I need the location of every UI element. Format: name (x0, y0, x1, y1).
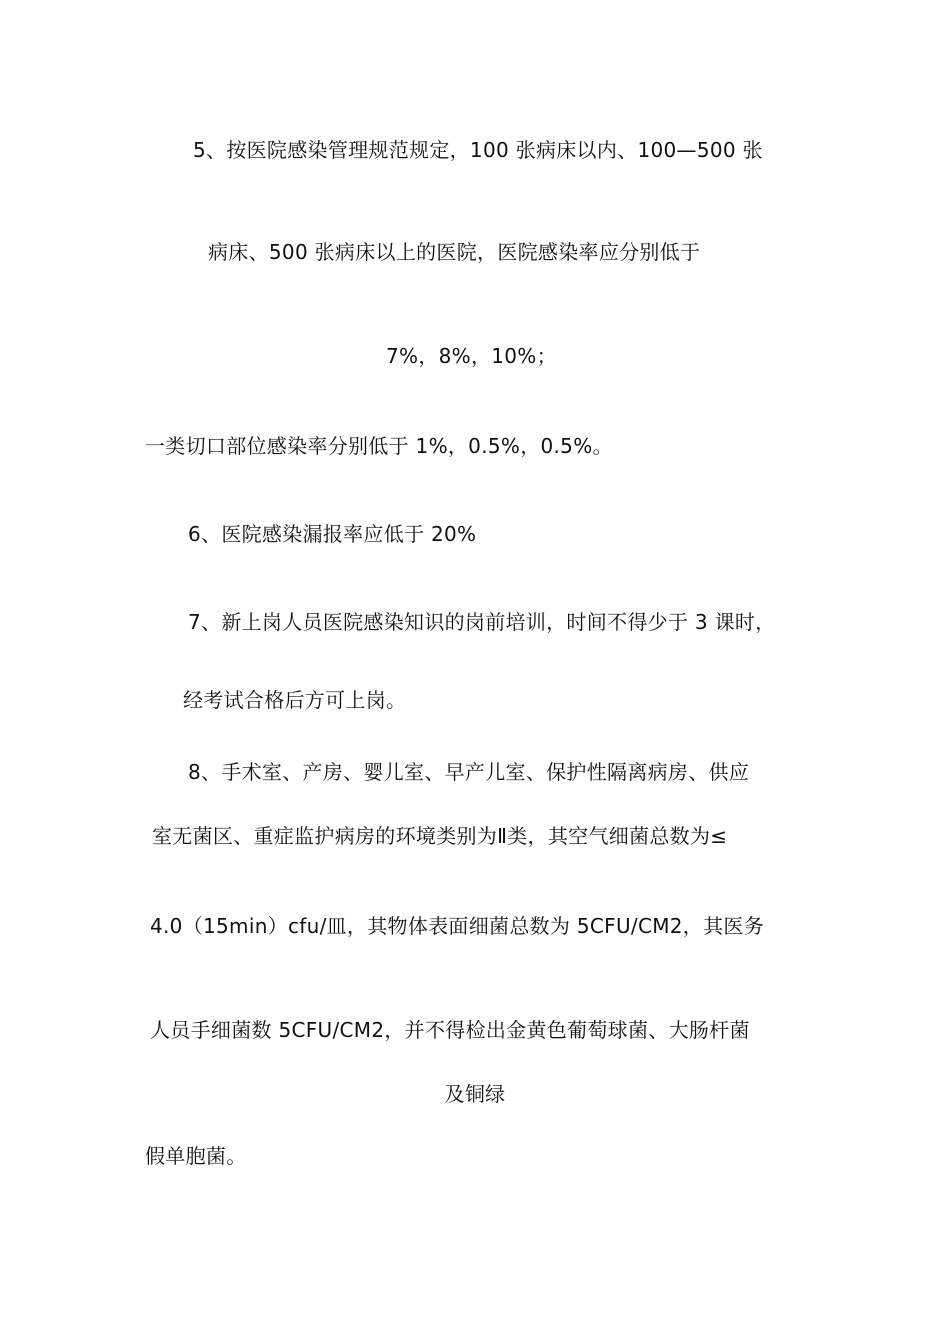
text-line-item8-part6: 假单胞菌。 (145, 1144, 247, 1168)
text-line-item8-part2: 室无菌区、重症监护病房的环境类别为Ⅱ类，其空气细菌总数为≤ (152, 824, 728, 848)
text-line-item5-part2: 病床、500 张病床以上的医院，医院感染率应分别低于 (208, 240, 701, 264)
text-line-item5-part3: 7%，8%，10%； (386, 344, 557, 368)
text-line-item8-part4: 人员手细菌数 5CFU/CM2，并不得检出金黄色葡萄球菌、大肠杆菌 (150, 1018, 750, 1042)
text-line-item6: 6、医院感染漏报率应低于 20% (188, 522, 477, 546)
text-line-item8-part1: 8、手术室、产房、婴儿室、早产儿室、保护性隔离病房、供应 (188, 760, 750, 784)
text-line-incision-rate: 一类切口部位感染率分别低于 1%，0.5%，0.5%。 (145, 434, 613, 458)
text-line-item8-part3: 4.0（15min）cfu/皿，其物体表面细菌总数为 5CFU/CM2，其医务 (150, 914, 764, 938)
text-line-item5-part1: 5、按医院感染管理规范规定，100 张病床以内、100—500 张 (193, 138, 763, 162)
text-line-item7-part2: 经考试合格后方可上岗。 (183, 688, 407, 712)
text-line-item7-part1: 7、新上岗人员医院感染知识的岗前培训，时间不得少于 3 课时， (188, 610, 776, 634)
text-line-item8-part5: 及铜绿 (444, 1082, 506, 1106)
